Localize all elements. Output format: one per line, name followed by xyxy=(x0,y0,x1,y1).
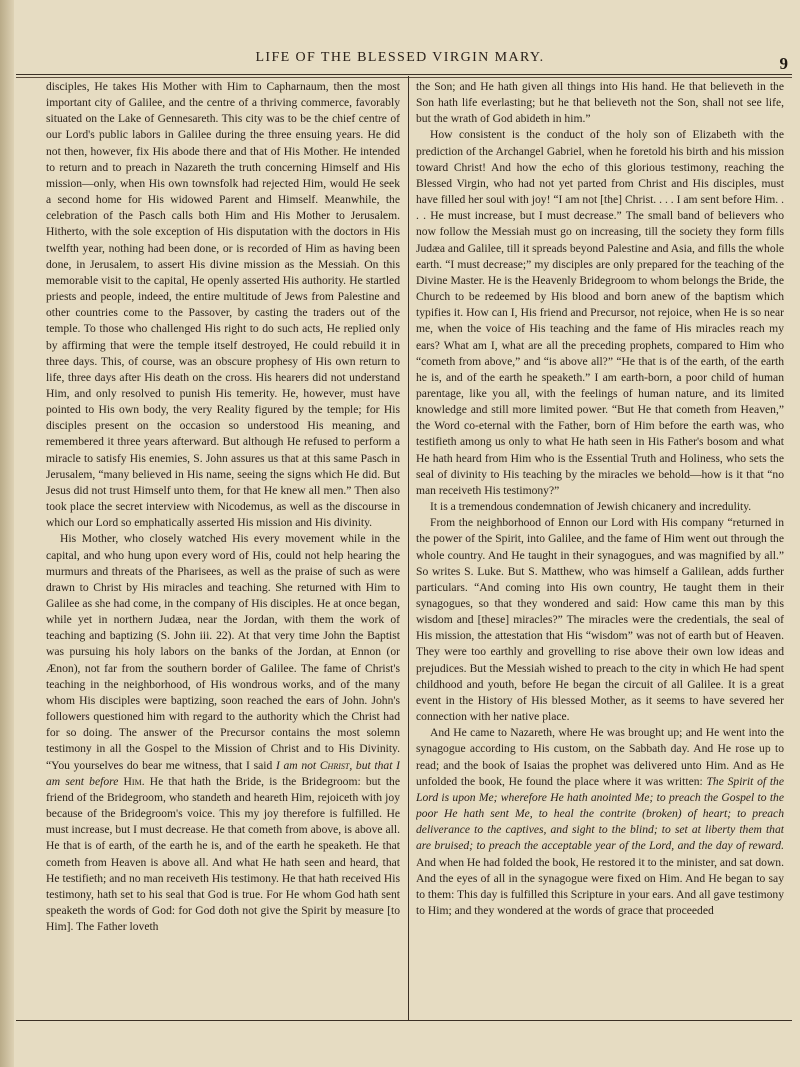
text-run: And when He had folded the book, He restored it to the minister, and sat down. And the eyes of all in the synagogue were fixed on Him. And He began to say to them: This day is fulfilled this Scripture in your ears. And all gave testimony to Him; and they wondered at the words of grace that proceeded xyxy=(416,855,784,917)
paragraph: How consistent is the conduct of the holy son of Elizabeth with the prediction of the Archangel Gabriel, when he foretold his birth and his mission toward Christ! And how the echo of this glorious testimony, reaching the Blessed Virgin, who had not yet parted from Christ and His disciples, must have filled her soul with joy! “I am not [the] Christ. . . . I am sent before Him. . . . He must increase, but I must decrease.” The small band of believers who now follow the Messiah must go on increasing, till the society they form fills Judæa and Galilee, till it spreads beyond Palestine and Asia, and fills the whole earth. “I must decrease;” my disciples are only prepared for the teaching of the Divine Master. He is the Heavenly Bridegroom to whom belongs the Bride, the Church to be redeemed by His blood and born anew of the baptism which typifies it. How can I, His friend and Precursor, not rejoice, when He is so near me, when the voice of His teaching and the fame of His miracles reach my ears? What am I, what are all the preceding prophets, compared to Him who “cometh from above,” and “is above all?” “He that is of the earth, of the earth he is, and of the earth he speaketh.” I am earth-born, a poor child of human parentage, like you all, with the feelings of human nature, and its limited knowledge and still more limited power. “But He that cometh from Heaven,” the Word co-eternal with the Father, born of Him before the earth was, who testifieth among us only to what He hath seen in His Father's bosom and what He hath heard from Him who is the Essential Truth and Holiness, who sets the seal of divinity to His teaching by the miracles we behold—how is it that “no man receiveth His testimony?” xyxy=(416,128,784,497)
text-run: . He that hath the Bride, is the Bridegroom: but the friend of the Bridegroom, who standeth and heareth Him, rejoiceth with joy because of the Bridegroom's voice. This my joy therefore is fulfilled. He must increase, but I must decrease. He that cometh from above, is above all. He that is of earth, of the earth he is, and of the earth he speaketh. He that cometh from Heaven is above all. And what He hath seen and heard, that He testifieth; and no man receiveth His testimony. He that hath received His testimony, hath set to his seal that God is true. For He whom God hath sent speaketh the words of God: for God doth not give the Spirit by measure [to Him]. The Father loveth xyxy=(46,774,400,934)
text-run: His Mother, who closely watched His every movement while in the capital, and who hung upon every word of His, could not help hearing the murmurs and threats of the Pharisees, as well as the praise of such as were drawn to Christ by His miracles and teaching. She returned with Him to Galilee as she had come, in the company of His disciples. He at once began, while yet in northern Judæa, near the Jordan, with them the work of teaching and baptizing (S. John iii. 22). At that very time John the Baptist was pursuing his holy labors on the banks of the Jordan, at Ennon (or Ænon), not far from the southern border of Galilee. The fame of Christ's teaching in the neighborhood, of His wondrous works, and of the many whom His disciples were baptizing, soon reached the ears of John. John's followers questioned him with regard to the authority which the Christ had for so doing. The answer of the Precursor contains the most solemn testimony in all the Gospel to the Mission of Christ and to His Divinity. “You yourselves do bear me witness, that I said xyxy=(46,532,400,772)
paragraph: It is a tremendous condemnation of Jewish chicanery and incredulity. xyxy=(430,500,752,514)
header-rule-thin xyxy=(16,77,792,78)
paragraph xyxy=(46,531,400,935)
italic-run: The Spirit of the Lord is upon Me; wherefore He hath anointed Me; to preach the Gospel to the poor He hath sent Me, to heal the contrite (broken) of heart; to preach deliverance to the captives, and sight to the blind; to set at liberty them that are bruised; to preach the acceptable year of the Lord, and the day of reward. xyxy=(416,774,784,853)
paragraph xyxy=(416,725,784,919)
left-column xyxy=(46,79,400,1017)
paragraph: disciples, He takes His Mother with Him to Capharnaum, then the most important city of Galilee, and the centre of a thriving commerce, favorably situated on the Lake of Gennesareth. This city was to be the chief centre of our Lord's public labors in Galilee during the three ensuing years. He did not then, however, fix His abode there and that of His Mother. He intended to return and to preach in Nazareth the truth concerning Himself and His mission—only, when His own townsfolk had rejected Him, would He seek a second home for His widowed Parent and Himself. Meanwhile, the celebration of the Pasch calls both Him and His Mother to Jerusalem. Hitherto, with the sole exception of His disputation with the doctors in His twelfth year, nothing had been done, or is recorded of Him as having been done, in Jerusalem, to assert His divine mission as the Messiah. On this memorable visit to the capital, He openly asserted His authority. He startled priests and people, indeed, the entire multitude of Jews from Palestine and other countries come to the Passover, by casting the traders out of the temple. To those who challenged His right to do such acts, He replied only by affirming that were the temple itself destroyed, He could rebuild it in three days. This, of course, was an obscure prophesy of His own return to life, three days after His death on the cross. His hearers did not understand Him, and only resolved to punish His temerity. He, however, must have pointed to His own body, the very Reality figured by the temple; for His disciples present on the occasion so understood His meaning, and remembered it three years afterward. But although He refused to perform a miracle to satisfy His enemies, S. John assures us that at this same Pasch in Jerusalem, “many believed in His name, seeing the signs which He did. But Jesus did not trust Himself unto them, for that He knew all men.” Then also took place the secret interview with Nicodemus, as well as the discourse in which our Lord so emphatically asserted His mission and His divinity. xyxy=(46,80,400,530)
right-column xyxy=(416,79,784,1017)
running-header: LIFE OF THE BLESSED VIRGIN MARY. xyxy=(255,50,545,65)
italic-run: , but that I am sent before xyxy=(46,758,400,788)
paragraph: From the neighborhood of Ennon our Lord with His company “returned in the power of the Spirit, into Galilee, and the fame of Him went out through the whole country. And He taught in their synagogues, and was magnified by all.” So writes S. Luke. But S. Matthew, who was himself a Galilean, adds further particulars. “And coming into His own country, He taught them in their synagogues, so that they wondered and said: How came this man by this wisdom and [these] miracles?” The miracles were the credentials, the seal of His mission, the attestation that His “wisdom” was not of earth but of Heaven. They were too earthly and grovelling to rise above their own low ideas and prejudices. But the Messiah wished to preach to the city in which He had spent childhood and youth, before He began the circuit of all Galilee. It is a great event in the History of His blessed Mother, as it seems to have severed her connection with her native place. xyxy=(416,516,784,724)
page-gutter-edge xyxy=(0,0,14,1067)
small-caps-run: Him xyxy=(123,774,142,788)
header-rule xyxy=(16,74,792,75)
column-divider xyxy=(408,76,409,1020)
small-caps-run: Christ xyxy=(319,758,350,772)
italic-run: I am not xyxy=(275,758,317,772)
paragraph: the Son; and He hath given all things into His hand. He that believeth in the Son hath life everlasting; but he that believeth not the Son, shall not see life, but the wrath of God abideth in him.” xyxy=(416,80,784,126)
text-run: And He came to Nazareth, where He was brought up; and He went into the synagogue according to His custom, on the Sabbath day. And He rose up to read; and the book of Isaias the prophet was delivered unto Him. And as He unfolded the book, He found the place where it was written: xyxy=(416,726,784,788)
page-number: 9 xyxy=(779,54,788,73)
footer-rule xyxy=(16,1020,792,1021)
